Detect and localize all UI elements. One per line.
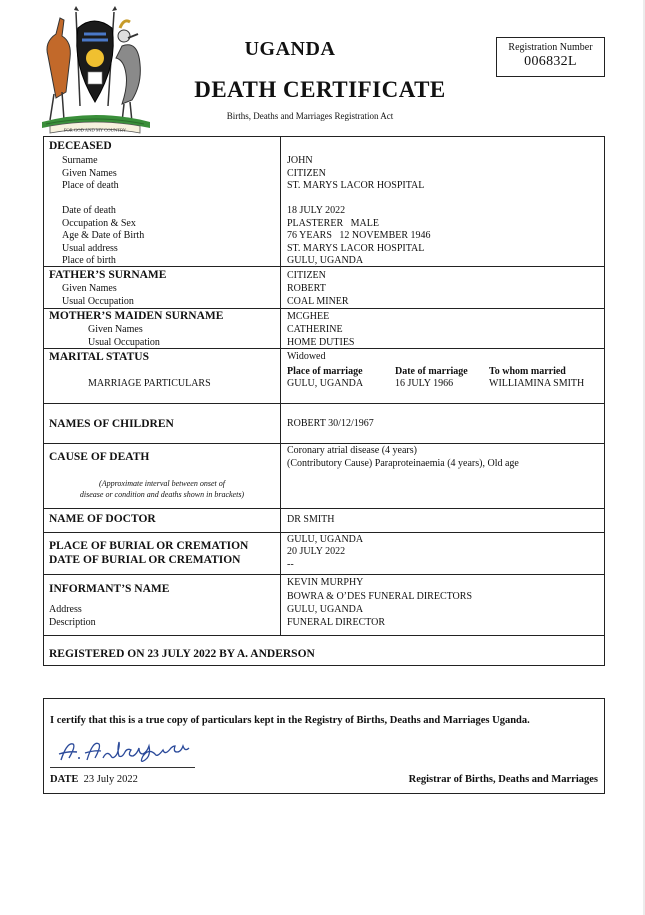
age-dob-value: 76 YEARS 12 NOVEMBER 1946 bbox=[287, 230, 431, 241]
date-of-death-value: 18 JULY 2022 bbox=[287, 205, 346, 216]
date-of-marriage-value: 16 JULY 1966 bbox=[395, 378, 454, 389]
surname-label: Surname bbox=[62, 155, 98, 166]
father-given-names-label: Given Names bbox=[62, 283, 117, 294]
informant-name-line2: BOWRA & O’DES FUNERAL DIRECTORS bbox=[287, 591, 473, 602]
mother-occupation-value: HOME DUTIES bbox=[287, 336, 355, 348]
children-value: ROBERT 30/12/1967 bbox=[287, 418, 374, 429]
coat-of-arms-motto: FOR GOD AND MY COUNTRY bbox=[63, 127, 127, 133]
age-dob-label: Age & Date of Birth bbox=[62, 230, 145, 241]
row-divider bbox=[44, 532, 604, 533]
row-divider bbox=[44, 403, 604, 404]
registration-number-label: Registration Number bbox=[508, 42, 593, 53]
informant-name-value: KEVIN MURPHY bbox=[287, 577, 364, 588]
burial-place-heading: PLACE OF BURIAL OR CREMATION bbox=[49, 540, 249, 552]
to-whom-married-value: WILLIAMINA SMITH bbox=[489, 378, 585, 389]
place-of-birth-label: Place of birth bbox=[62, 255, 116, 266]
registration-number-box bbox=[496, 37, 605, 77]
marriage-particulars-label: MARRIAGE PARTICULARS bbox=[88, 378, 211, 389]
certification-box bbox=[43, 698, 605, 794]
place-of-birth-value: GULU, UGANDA bbox=[287, 255, 364, 266]
given-names-value: CITIZEN bbox=[287, 167, 326, 179]
father-given-names-value: ROBERT bbox=[287, 283, 326, 294]
particulars-table bbox=[43, 136, 605, 666]
act-subtitle: Births, Deaths and Marriages Registration Act bbox=[226, 111, 394, 121]
document-title: DEATH CERTIFICATE bbox=[194, 77, 446, 102]
burial-extra-value: -- bbox=[287, 559, 294, 570]
informant-description-label: Description bbox=[49, 616, 96, 628]
informant-address-value: GULU, UGANDA bbox=[287, 604, 364, 615]
column-divider bbox=[280, 137, 281, 403]
informant-heading: INFORMANT’S NAME bbox=[49, 583, 170, 595]
doctor-heading: NAME OF DOCTOR bbox=[49, 513, 156, 525]
occupation-sex-label: Occupation & Sex bbox=[62, 217, 136, 229]
cause-note-line2: disease or condition and deaths shown in brackets) bbox=[79, 490, 245, 499]
row-divider bbox=[44, 574, 604, 575]
father-heading: FATHER’S SURNAME bbox=[49, 269, 167, 281]
father-surname-value: CITIZEN bbox=[287, 270, 326, 281]
usual-address-value: ST. MARYS LACOR HOSPITAL bbox=[287, 242, 425, 254]
registrar-title: Registrar of Births, Deaths and Marriages bbox=[408, 774, 598, 785]
place-of-death-label: Place of death bbox=[62, 180, 119, 191]
place-of-marriage-header: Place of marriage bbox=[287, 366, 363, 377]
registered-statement: REGISTERED ON 23 JULY 2022 BY A. ANDERSON bbox=[49, 648, 315, 660]
surname-value: JOHN bbox=[287, 155, 313, 166]
row-divider bbox=[44, 635, 604, 636]
column-divider bbox=[280, 403, 281, 635]
place-of-death-value: ST. MARYS LACOR HOSPITAL bbox=[287, 180, 425, 191]
certification-statement: I certify that this is a true copy of particulars kept in the Registry of Births, Deaths and Marriages Uganda. bbox=[50, 715, 530, 726]
usual-address-label: Usual address bbox=[62, 242, 118, 254]
certification-date bbox=[50, 774, 138, 785]
marital-status-heading: MARITAL STATUS bbox=[49, 351, 150, 363]
mother-given-names-value: CATHERINE bbox=[287, 324, 343, 335]
to-whom-married-header: To whom married bbox=[489, 366, 566, 377]
doctor-value: DR SMITH bbox=[287, 514, 335, 525]
children-heading: NAMES OF CHILDREN bbox=[49, 418, 174, 430]
father-occupation-value: COAL MINER bbox=[287, 295, 349, 307]
row-divider bbox=[44, 308, 604, 309]
marital-status-value: Widowed bbox=[287, 351, 326, 362]
burial-place-value: GULU, UGANDA bbox=[287, 534, 364, 545]
row-divider bbox=[44, 508, 604, 509]
given-names-label: Given Names bbox=[62, 167, 117, 179]
date-of-death-label: Date of death bbox=[62, 205, 116, 216]
cause-of-death-heading: CAUSE OF DEATH bbox=[49, 451, 150, 463]
mother-surname-value: MCGHEE bbox=[287, 311, 330, 322]
burial-date-heading: DATE OF BURIAL OR CREMATION bbox=[49, 554, 241, 566]
signature-line bbox=[50, 767, 195, 768]
deceased-heading: DECEASED bbox=[49, 140, 112, 152]
date-of-marriage-header: Date of marriage bbox=[395, 366, 468, 377]
cause-line2: (Contributory Cause) Paraproteinaemia (4 years), Old age bbox=[287, 458, 519, 469]
cause-note-line1: (Approximate interval between onset of bbox=[99, 479, 225, 488]
occupation-sex-value: PLASTERER MALE bbox=[287, 217, 379, 229]
row-divider bbox=[44, 443, 604, 444]
coat-of-arms-logo bbox=[36, 6, 154, 134]
father-occupation-label: Usual Occupation bbox=[62, 295, 134, 307]
mother-given-names-label: Given Names bbox=[88, 324, 143, 335]
country-heading: UGANDA bbox=[244, 38, 336, 60]
cause-line1: Coronary atrial disease (4 years) bbox=[287, 445, 417, 456]
registration-number-value: 006832L bbox=[524, 54, 577, 69]
burial-date-value: 20 JULY 2022 bbox=[287, 546, 346, 557]
informant-description-value: FUNERAL DIRECTOR bbox=[287, 616, 386, 628]
registrar-signature bbox=[49, 736, 199, 768]
mother-heading: MOTHER’S MAIDEN SURNAME bbox=[49, 310, 224, 322]
place-of-marriage-value: GULU, UGANDA bbox=[287, 378, 364, 389]
informant-address-label: Address bbox=[49, 604, 82, 615]
certification-date-label: DATE bbox=[50, 774, 79, 785]
mother-occupation-label: Usual Occupation bbox=[88, 336, 160, 348]
certification-date-value: 23 July 2022 bbox=[83, 774, 138, 785]
